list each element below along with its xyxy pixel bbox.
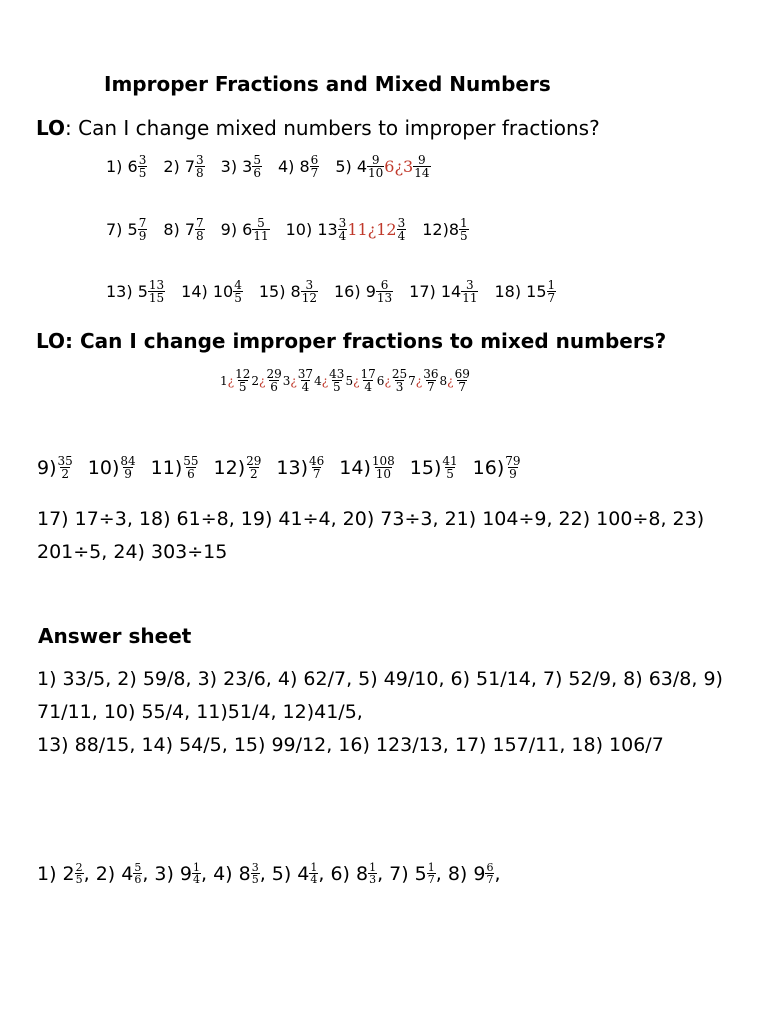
question-label: 12)8 (422, 220, 460, 239)
denominator: 4 (397, 229, 406, 243)
denominator: 10 (368, 166, 384, 180)
denominator: 6 (134, 873, 142, 886)
answer-label: 6) 8 (330, 862, 369, 885)
question-item (259, 279, 318, 304)
fraction (338, 217, 348, 242)
fraction (459, 217, 469, 242)
numerator: 55 (183, 454, 199, 468)
numerator: 7 (138, 216, 147, 230)
denominator: 13 (376, 291, 393, 305)
numerator: 3 (338, 216, 347, 230)
question-item (276, 455, 325, 480)
garbled-prefix: 7¿ (408, 373, 423, 388)
fraction (251, 862, 260, 885)
numerator: 1 (369, 861, 377, 874)
fraction (485, 862, 494, 885)
fraction (192, 862, 201, 885)
denominator: 4 (338, 229, 347, 243)
question-item (151, 455, 200, 480)
answer-item (37, 862, 90, 885)
fraction (308, 455, 325, 480)
numerator: 7 (196, 216, 204, 230)
denominator: 6 (253, 166, 261, 180)
fraction (309, 862, 318, 885)
question-label: 17) 14 (409, 282, 462, 301)
answer-separator: , (201, 862, 208, 885)
answer-separator: , (83, 862, 90, 885)
fraction (233, 279, 243, 304)
mixed-row-2 (106, 217, 485, 242)
question-label: 15) 8 (258, 282, 301, 301)
denominator: 3 (369, 873, 377, 886)
fraction (297, 368, 314, 393)
answer-separator: , (318, 862, 325, 885)
mixed-row-3 (106, 279, 572, 304)
denominator: 4 (310, 873, 318, 886)
numerator: 5 (253, 153, 261, 167)
numerator: 41 (442, 454, 458, 468)
denominator: 5 (75, 873, 83, 886)
question-label: 7) 5 (106, 220, 138, 239)
numerator: 36 (423, 367, 439, 381)
garbled-mark: ¿ (321, 373, 329, 388)
answer-label: 1) 2 (37, 862, 75, 885)
question-item (221, 217, 270, 242)
garbled-item (377, 368, 408, 393)
numerator: 3 (138, 153, 147, 167)
question-label: 9) 6 (220, 220, 253, 239)
garbled-item (408, 368, 439, 393)
garbled-item (440, 368, 471, 393)
numerator: 1 (427, 861, 435, 874)
fraction (367, 154, 384, 179)
fraction (328, 368, 345, 393)
question-label: 5) 4 (335, 157, 367, 176)
question-label: 8) 7 (163, 220, 196, 239)
answer-separator: , (142, 862, 149, 885)
fraction (461, 279, 478, 304)
numerator: 84 (120, 454, 136, 468)
denominator: 3 (395, 380, 404, 394)
answer-sheet-heading: Answer sheet (38, 624, 192, 648)
numerator: 69 (454, 367, 470, 381)
fraction (265, 368, 282, 393)
fraction (195, 217, 205, 242)
fraction (413, 154, 430, 179)
denominator: 15 (148, 291, 165, 305)
garbled-mark: ¿ (227, 373, 235, 388)
question-label: 13) (276, 456, 309, 479)
denominator: 2 (249, 467, 258, 481)
denominator: 7 (458, 380, 467, 394)
question-item (422, 217, 468, 242)
question-label: 16) 9 (334, 282, 376, 301)
fraction (504, 455, 521, 480)
garbled-prefix: 6¿ (376, 373, 391, 388)
question-item (163, 217, 204, 242)
garbled-prefix: 4¿ (314, 373, 329, 388)
question-item (88, 455, 137, 480)
denominator: 7 (547, 291, 556, 305)
answer-label: 7) 5 (389, 862, 427, 885)
fraction (138, 154, 148, 179)
numerator: 5 (134, 861, 142, 874)
question-item (339, 455, 396, 480)
question-label: 10) (87, 456, 120, 479)
garbled-item (314, 368, 345, 393)
question-label: 10) 13 (285, 220, 338, 239)
fraction (245, 455, 262, 480)
numerator: 1 (547, 278, 556, 292)
denominator: 5 (238, 380, 247, 394)
denominator: 8 (196, 166, 204, 180)
denominator: 5 (446, 467, 454, 481)
lo-text: : Can I change mixed numbers to improper fractions? (65, 116, 600, 140)
question-item (37, 455, 74, 480)
denominator: 11 (253, 229, 269, 243)
question-label: 14) 10 (181, 282, 234, 301)
denominator: 5 (332, 380, 341, 394)
denominator: 6 (270, 380, 278, 394)
answers-line-2: 13) 88/15, 14) 54/5, 15) 99/12, 16) 123/13, 17) 157/11, 18) 106/7 (37, 734, 664, 756)
numerator: 3 (397, 216, 406, 230)
question-label: 15) (409, 456, 442, 479)
denominator: 5 (138, 166, 147, 180)
denominator: 7 (312, 467, 321, 481)
numerator: 17 (360, 367, 376, 381)
numerator: 1 (193, 861, 201, 874)
answers-line-1: 1) 33/5, 2) 59/8, 3) 23/6, 4) 62/7, 5) 49/10, 6) 51/14, 7) 52/9, 8) 63/8, 9) 71/11, 10) 55/4, 11)51/4, 12)41/5, (37, 668, 723, 723)
answer-separator: , (259, 862, 266, 885)
numerator: 25 (391, 367, 408, 381)
answer-separator: , (494, 862, 501, 885)
fraction (397, 217, 407, 242)
question-item (181, 279, 243, 304)
fraction (133, 862, 142, 885)
answer-item (154, 862, 207, 885)
numerator: 3 (196, 153, 204, 167)
numerator: 108 (371, 454, 395, 468)
denominator: 9 (138, 229, 147, 243)
fraction (427, 862, 436, 885)
garbled-mark: ¿ (290, 373, 297, 388)
fraction (441, 455, 458, 480)
fraction (75, 862, 84, 885)
division-questions: 17) 17÷3, 18) 61÷8, 19) 41÷4, 20) 73÷3, 21) 104÷9, 22) 100÷8, 23) 201÷5, 24) 303÷15 (37, 508, 705, 563)
question-label: 2) 7 (163, 157, 196, 176)
fraction (234, 368, 251, 393)
answer-label: 3) 9 (154, 862, 193, 885)
answer-label: 4) 8 (213, 862, 251, 885)
fraction (310, 154, 320, 179)
fraction (138, 217, 148, 242)
numerator: 46 (309, 454, 325, 468)
question-item (106, 217, 147, 242)
numerator: 6 (310, 153, 319, 167)
numerator: 12 (235, 367, 251, 381)
lo-improper-to-mixed: LO: Can I change improper fractions to mixed numbers? (36, 329, 667, 353)
denominator: 9 (124, 467, 132, 481)
fraction (368, 862, 377, 885)
question-item (106, 279, 165, 304)
question-label: 14) (339, 456, 371, 479)
numerator: 3 (305, 278, 314, 292)
fraction (547, 279, 557, 304)
garbled-item (345, 368, 376, 393)
garbled-item (251, 368, 282, 393)
denominator: 7 (310, 166, 319, 180)
improper-row (37, 455, 536, 480)
answer-item (330, 862, 383, 885)
numerator: 35 (57, 454, 73, 468)
numerator: 6 (486, 861, 494, 874)
denominator: 7 (427, 873, 435, 886)
question-label: 4) 8 (277, 157, 310, 176)
denominator: 14 (414, 166, 430, 180)
numerator: 29 (266, 367, 282, 381)
answer-list (37, 663, 727, 762)
denominator: 12 (301, 291, 317, 305)
garbled-mark: ¿ (447, 373, 454, 388)
garbled-item (220, 368, 251, 393)
question-item (286, 217, 407, 242)
denominator: 11 (462, 291, 478, 305)
answer-separator: , (377, 862, 384, 885)
answer-label: 5) 4 (271, 862, 310, 885)
numerator: 9 (371, 153, 380, 167)
denominator: 7 (427, 380, 435, 394)
fraction (148, 279, 165, 304)
question-label: 16) (472, 456, 505, 479)
garbled-prefix: 2¿ (251, 373, 266, 388)
numerator: 37 (297, 367, 314, 381)
fraction (252, 154, 262, 179)
fraction (119, 455, 136, 480)
numerator: 43 (329, 367, 345, 381)
question-item (278, 154, 319, 179)
answer-item (96, 862, 149, 885)
numerator: 3 (466, 278, 474, 292)
denominator: 6 (187, 467, 195, 481)
fraction (182, 455, 199, 480)
numerator: 9 (418, 153, 426, 167)
numerator: 6 (380, 278, 389, 292)
fraction (454, 368, 471, 393)
denominator: 4 (301, 380, 310, 394)
numerator: 29 (246, 454, 262, 468)
numerator: 13 (148, 278, 165, 292)
fraction (422, 368, 439, 393)
mixed-answer-row (37, 862, 507, 885)
question-item (494, 279, 556, 304)
denominator: 4 (193, 873, 201, 886)
numerator: 1 (310, 861, 318, 874)
denominator: 5 (460, 229, 468, 243)
denominator: 5 (251, 873, 259, 886)
lo-tag: LO (36, 116, 66, 140)
answer-item (213, 862, 266, 885)
answer-item (389, 862, 442, 885)
question-item (410, 455, 459, 480)
question-item (163, 154, 204, 179)
answer-item (448, 862, 501, 885)
denominator: 7 (486, 873, 494, 886)
numerator: 4 (234, 278, 242, 292)
question-label: 3) 3 (220, 157, 253, 176)
fraction (391, 368, 408, 393)
question-label: 9) (37, 456, 57, 479)
question-label: 13) 5 (106, 282, 148, 301)
fraction (301, 279, 318, 304)
fraction (371, 455, 396, 480)
question-item (409, 279, 478, 304)
question-item (334, 279, 393, 304)
numerator: 1 (460, 216, 468, 230)
garbled-mark: ¿ (353, 373, 360, 388)
denominator: 2 (61, 467, 69, 481)
numerator: 3 (251, 861, 259, 874)
answer-item (272, 862, 325, 885)
garbled-mark: ¿ (259, 373, 266, 388)
fraction (57, 455, 74, 480)
fraction (360, 368, 377, 393)
garbled-prefix: 3¿ (282, 373, 297, 388)
numerator: 5 (257, 216, 265, 230)
garbled-prefix: 8¿ (439, 373, 454, 388)
question-item (214, 455, 263, 480)
fraction (376, 279, 393, 304)
fraction (252, 217, 269, 242)
question-item (335, 154, 430, 179)
question-label: 18) 15 (494, 282, 547, 301)
answer-label: 8) 9 (447, 862, 486, 885)
fraction (195, 154, 205, 179)
denominator: 10 (375, 467, 391, 481)
garbled-text: 11¿12 (347, 220, 397, 239)
garbled-prefix: 1¿ (220, 373, 235, 388)
mixed-row-1 (106, 154, 447, 179)
numerator: 79 (505, 454, 521, 468)
denominator: 4 (364, 380, 372, 394)
question-label: 11) (150, 456, 183, 479)
answer-label: 2) 4 (95, 862, 134, 885)
garbled-item (283, 368, 314, 393)
question-item (473, 455, 522, 480)
answer-separator: , (435, 862, 442, 885)
question-item (106, 154, 147, 179)
garbled-text: 6¿3 (384, 157, 414, 176)
garbled-mark: ¿ (384, 373, 391, 388)
question-item (221, 154, 262, 179)
numerator: 2 (75, 861, 83, 874)
garbled-mark: ¿ (415, 373, 423, 388)
garbled-prefix: 5¿ (345, 373, 360, 388)
question-label: 12) (213, 456, 246, 479)
denominator: 8 (196, 229, 204, 243)
question-label: 1) 6 (106, 157, 138, 176)
lo-mixed-to-improper (36, 116, 600, 140)
garbled-sequence (220, 368, 471, 393)
denominator: 9 (509, 467, 517, 481)
page-title: Improper Fractions and Mixed Numbers (104, 72, 551, 96)
denominator: 5 (234, 291, 242, 305)
